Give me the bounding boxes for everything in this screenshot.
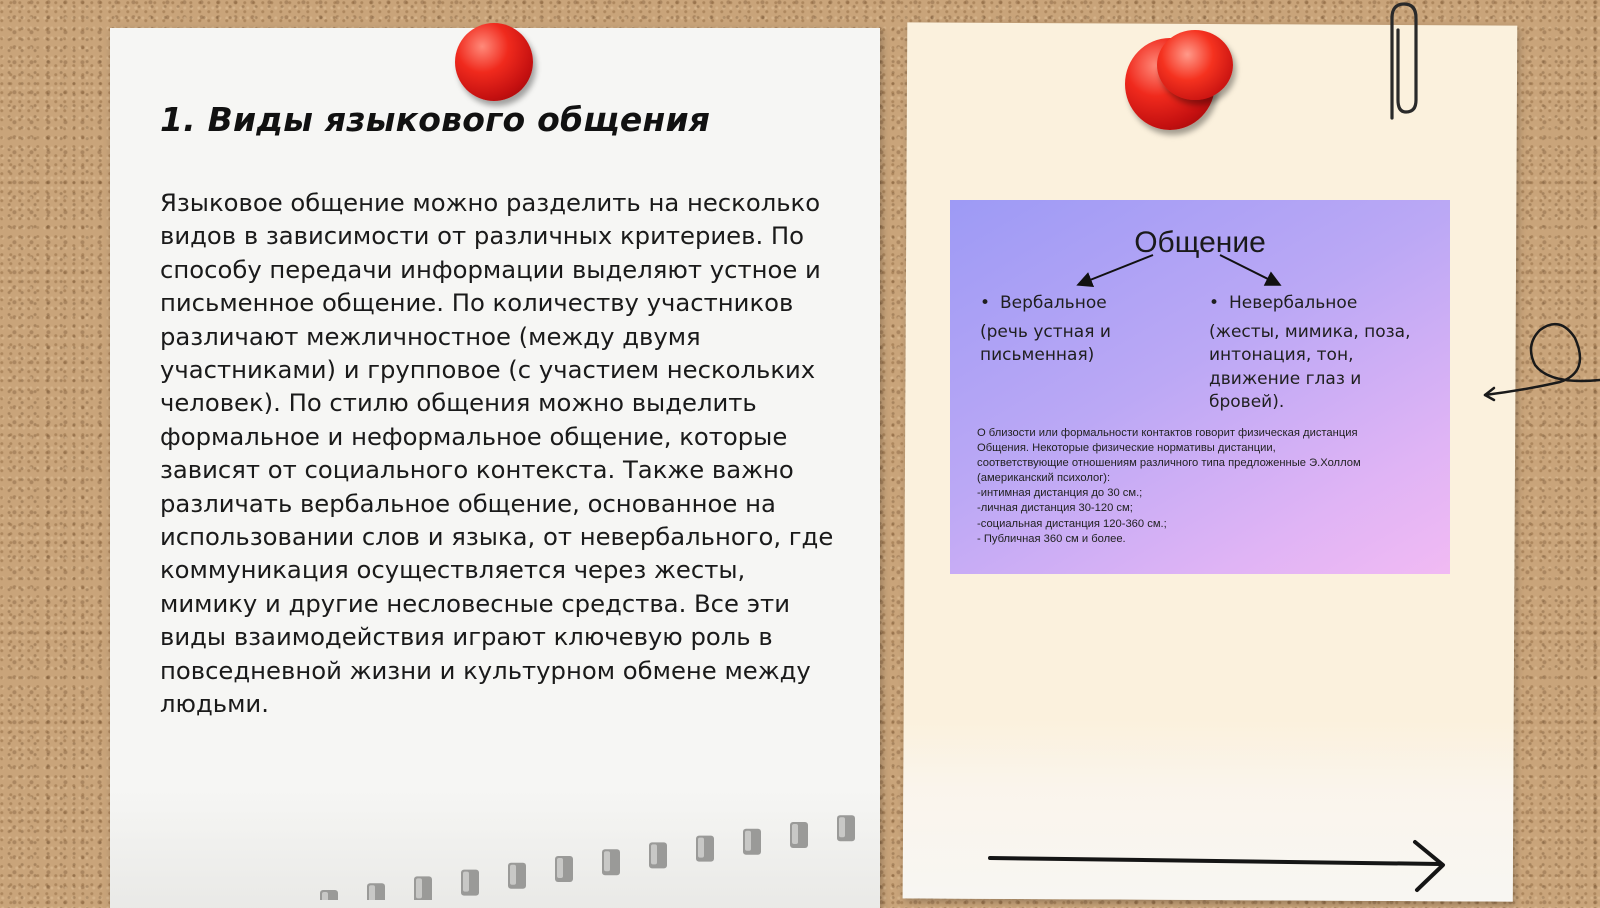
note-line: -личная дистанция 30-120 см; [977, 502, 1133, 515]
verbal-column [980, 292, 1150, 368]
note-line: -социальная дистанция 120-360 см.; [977, 517, 1167, 530]
binding-ring-shine [463, 872, 469, 892]
binding-ring-shine [322, 892, 328, 900]
binding-ring-shine [745, 831, 751, 851]
note-line: Общения. Некоторые физические нормативы дистанции, [977, 442, 1276, 455]
distance-note [977, 426, 1432, 547]
note-line: -интимная дистанция до 30 см.; [977, 487, 1143, 500]
binding-ring-shine [651, 844, 657, 864]
binding-ring-shine [604, 851, 610, 871]
card-body-text: Языковое общение можно разделить на несколько видов в зависимости от различных критериев. По способу передачи информации выделяют устное и письменное общение. По количеству участников различают межличностное (между двумя участниками) и групповое (с участием нескольких человек). По стилю общения можно выделить формальное и неформальное общение, которые зависят от социального контекста. Также важно различать вербальное общение, основанное на использовании слов и языка, от невербального, где коммуникация осуществляется через жесты, мимику и другие несловесные средства. Все эти виды взаимодействия играют ключевую роль в повседневной жизни и культурном обмене между людьми. [160, 188, 834, 719]
note-line: (американский психолог): [977, 472, 1111, 485]
paperclip-icon [1378, 0, 1424, 125]
binding-ring-shine [510, 865, 516, 885]
pushpin-icon [1157, 30, 1233, 100]
binding-ring-shine [698, 838, 704, 858]
note-line: О близости или формальности контактов говорит физическая дистанция [977, 427, 1358, 439]
binding-ring-shine [557, 858, 563, 878]
nonverbal-heading: • Невербальное [1209, 292, 1434, 316]
note-line: соответствующие отношениям различного типа предложенные Э.Холлом [977, 457, 1361, 470]
binding-ring-shine [369, 885, 375, 900]
slide-title: Общение [1134, 226, 1266, 259]
nonverbal-description: (жесты, мимика, поза, интонация, тон, движение глаз и бровей). [1209, 321, 1411, 412]
verbal-heading: • Вербальное [980, 292, 1150, 316]
binding-ring-shine [792, 824, 798, 844]
embedded-slide [950, 200, 1450, 574]
long-arrow-icon [985, 838, 1455, 900]
card-title: 1. Виды языкового общения [160, 100, 711, 139]
spiral-binding-icon [300, 795, 880, 900]
binding-ring-shine [839, 817, 845, 837]
scribble-arrow-icon [1480, 310, 1600, 410]
binding-ring-shine [416, 878, 422, 898]
nonverbal-column [1209, 292, 1434, 415]
verbal-description: (речь устная и письменная) [980, 321, 1111, 365]
note-line: - Публичная 360 см и более. [977, 532, 1126, 545]
pushpin-icon [455, 23, 533, 101]
